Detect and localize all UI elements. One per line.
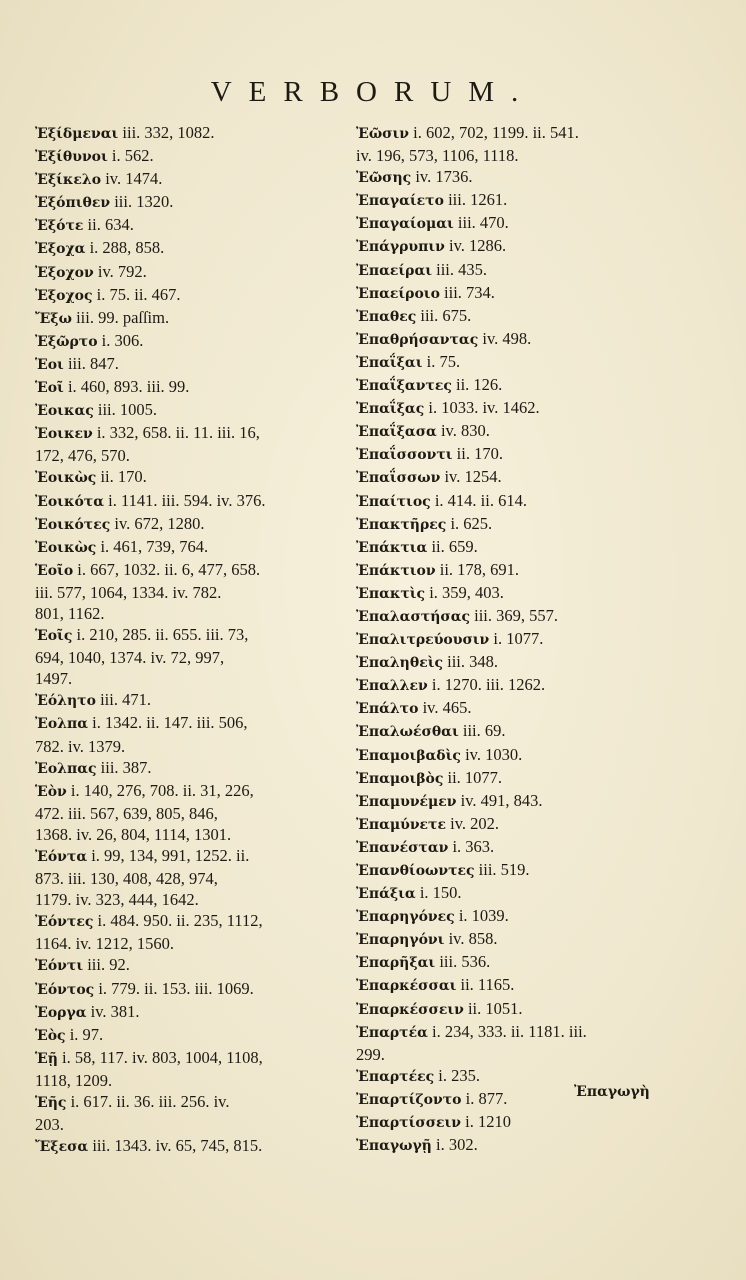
entry-headword: Ἐοικὼς [35, 470, 97, 487]
entry-references: i. 617. ii. 36. iii. 256. iv. [70, 1092, 230, 1112]
index-entry [356, 122, 666, 166]
entry-references-continued: 1497. [35, 669, 73, 689]
index-entry [35, 536, 335, 559]
index-entry [356, 744, 666, 767]
entry-references: ii. 170. [100, 467, 147, 487]
entry-references: iv. 202. [450, 813, 499, 833]
entry-headword: Ἐπαΐξας [356, 401, 425, 418]
entry-references: i. 302. [435, 1135, 478, 1155]
entry-headword: Ἔξω [35, 310, 72, 327]
entry-headword: Ἐξοχος [35, 287, 93, 304]
entry-headword: Ἐοργα [35, 1004, 87, 1021]
entry-references: iii. 348. [447, 652, 499, 672]
index-entry [356, 605, 666, 628]
entry-headword: Ἐξότε [35, 218, 84, 235]
index-column-right [356, 122, 666, 1157]
entry-headword: Ἐόντα [35, 849, 88, 865]
entry-headword: Ἐπαλωέσθαι [356, 724, 459, 741]
entry-references-continued: 694, 1040, 1374. iv. 72, 997, [35, 648, 225, 668]
entry-headword: Ἐπαθρήσαντας [356, 331, 479, 348]
entry-references: ii. 126. [456, 375, 503, 395]
entry-references: i. 210, 285. ii. 655. iii. 73, [76, 625, 249, 645]
entry-headword: Ἐπαγωγῇ [356, 1138, 432, 1155]
entry-headword: Ἐπάκτιον [356, 562, 436, 579]
entry-references: i. 75. [426, 351, 461, 371]
entry-headword: Ἐξίδμεναι [35, 126, 119, 142]
entry-headword: Ἐξίκελο [35, 172, 102, 189]
index-entry [35, 689, 335, 712]
entry-references: i. 140, 276, 708. ii. 31, 226, [70, 780, 254, 800]
index-entry [356, 1021, 666, 1065]
entry-headword: Ἐπαΐξαντες [356, 378, 452, 395]
entry-headword: Ἐπαρῆξαι [356, 955, 436, 972]
entry-headword: Ἐξῶρτο [35, 333, 98, 350]
index-entry [356, 559, 666, 582]
entry-headword: Ἐῶσης [356, 170, 412, 187]
entry-references: i. 332, 658. ii. 11. iii. 16, [96, 423, 260, 443]
entry-headword: Ἑοῖ [35, 380, 64, 397]
index-entry [35, 399, 335, 422]
entry-references: i. 1077. [493, 629, 544, 649]
entry-headword: Ἐπαγαίετο [356, 193, 444, 210]
entry-headword: Ἐπανθίοωντες [356, 863, 475, 879]
entry-headword: Ἐξοχα [35, 241, 86, 258]
entry-references: i. 235. [438, 1065, 480, 1085]
index-entry [35, 168, 335, 191]
index-entry [35, 1047, 335, 1091]
entry-references: i. 288, 858. [89, 238, 165, 258]
catchword: Ἐπαγωγὴ [574, 1084, 650, 1100]
entry-headword: Ἐπαλιτρεύουσιν [356, 632, 490, 649]
index-entry [356, 651, 666, 674]
index-entry [35, 1091, 335, 1135]
entry-headword: Ἐοικότα [35, 493, 104, 510]
entry-references: iii. 1320. [114, 192, 174, 212]
entry-references: i. 359, 403. [429, 582, 504, 602]
index-entry [356, 674, 666, 697]
entry-headword: Ἐπαγαίομαι [356, 216, 454, 233]
entry-headword: Ἐοικας [35, 403, 94, 420]
entry-headword: Ἐπακτῆρες [356, 516, 447, 533]
entry-references-continued: 172, 476, 570. [35, 446, 130, 466]
entry-headword: Ἐπαλαστήσας [356, 608, 470, 625]
entry-headword: Ἑοῖς [35, 628, 73, 645]
index-entry [35, 307, 335, 330]
entry-references: iv. 1736. [415, 167, 473, 187]
entry-references: iii. 1343. iv. 65, 745, 815. [92, 1136, 263, 1156]
index-entry [35, 466, 335, 489]
index-entry [356, 420, 666, 443]
entry-headword: Ἔξεσα [35, 1139, 89, 1156]
entry-headword: Ἐπαμοιβὸς [356, 770, 444, 787]
entry-references: iii. 332, 1082. [122, 123, 215, 142]
index-entry [356, 859, 666, 882]
index-entry [35, 1001, 335, 1024]
index-entry [356, 536, 666, 559]
entry-headword: Ἑὸς [35, 1027, 66, 1044]
entry-references: iv. 858. [448, 929, 498, 949]
entry-references: i. 58, 117. iv. 803, 1004, 1108, [62, 1047, 263, 1067]
entry-references-continued: 1179. iv. 323, 444, 1642. [35, 890, 199, 910]
index-entry [356, 189, 666, 212]
entry-headword: Ἐξίθυνοι [35, 149, 108, 166]
index-entry [35, 1135, 335, 1158]
entry-headword: Ἐόντος [35, 981, 95, 998]
entry-headword: Ἐοικὼς [35, 539, 97, 556]
index-entry [356, 443, 666, 466]
entry-references: iii. 1005. [97, 400, 158, 420]
entry-references: iii. 435. [436, 259, 488, 279]
entry-references: ii. 634. [87, 215, 134, 235]
entry-headword: Ἐπαίτιος [356, 493, 431, 510]
index-entry [356, 882, 666, 905]
entry-references: iv. 1286. [449, 236, 507, 256]
entry-references-continued: 203. [35, 1115, 64, 1135]
index-entry [35, 122, 335, 145]
entry-references: iv. 1030. [465, 744, 523, 764]
entry-headword: Ἐπαρηγόνι [356, 932, 445, 949]
entry-references: i. 1210 [465, 1112, 511, 1132]
entry-references: iv. 381. [90, 1001, 140, 1021]
entry-references: iv. 672, 1280. [114, 513, 205, 533]
index-entry [35, 978, 335, 1001]
entry-headword: Ἐπαθες [356, 308, 417, 325]
entry-references: iii. 847. [67, 353, 119, 373]
entry-references: i. 460, 893. iii. 99. [67, 377, 190, 397]
index-entry [35, 214, 335, 237]
entry-references: iv. 498. [482, 328, 532, 348]
entry-references: i. 562. [111, 146, 154, 166]
entry-references: iii. 369, 557. [474, 605, 559, 625]
entry-headword: Ἐπαρτέες [356, 1068, 435, 1085]
entry-references: i. 1033. iv. 1462. [428, 398, 540, 418]
entry-headword: Ἑοῖο [35, 562, 74, 579]
index-entry [35, 910, 335, 954]
entry-headword: Ἐόλητο [35, 693, 96, 710]
index-entry [356, 974, 666, 997]
index-entry [356, 305, 666, 328]
entry-references: ii. 1077. [447, 767, 503, 787]
entry-headword: Ἐπαμύνετε [356, 816, 446, 833]
entry-headword: Ἐολπας [35, 760, 97, 777]
entry-headword: Ἐπαμυνέμεν [356, 793, 457, 810]
entry-headword: Ἐπαΐξαι [356, 354, 423, 371]
entry-headword: Ἐολπα [35, 716, 89, 733]
page-title: VERBORUM. [210, 76, 536, 108]
entry-headword: Ἐόντες [35, 914, 94, 931]
entry-references: iv. 465. [422, 698, 472, 718]
index-entry [356, 1134, 666, 1157]
index-entry [356, 259, 666, 282]
entry-headword: Ἐπαρτίσσειν [356, 1115, 462, 1132]
index-entry [35, 757, 335, 780]
entry-headword: Ἐπαμοιβαδὶς [356, 747, 461, 764]
index-entry [356, 951, 666, 974]
entry-headword: Ἐοικεν [35, 426, 93, 443]
index-entry [35, 330, 335, 353]
index-entry [356, 813, 666, 836]
entry-references: iii. 471. [100, 690, 151, 710]
entry-headword: Ἐπαΐξασα [356, 424, 437, 441]
index-entry [356, 628, 666, 651]
entry-references: ii. 1051. [467, 998, 523, 1018]
entry-references: i. 150. [419, 883, 462, 903]
index-entry [356, 466, 666, 489]
index-entry [35, 191, 335, 214]
entry-headword: Ἐξοχον [35, 264, 94, 281]
entry-references: i. 877. [465, 1088, 508, 1108]
index-entry [35, 1024, 335, 1047]
entry-references: i. 414. ii. 614. [434, 490, 527, 510]
entry-references: iii. 92. [87, 955, 130, 975]
entry-references: iv. 1254. [444, 467, 502, 487]
index-entry [35, 559, 335, 624]
index-entry [35, 353, 335, 376]
index-entry [356, 282, 666, 305]
entry-references: iv. 1474. [105, 169, 163, 189]
index-entry [35, 284, 335, 307]
entry-references: iii. 387. [100, 757, 152, 777]
entry-references-continued: iv. 196, 573, 1106, 1118. [356, 146, 519, 166]
entry-references: iv. 792. [97, 261, 147, 281]
entry-references: i. 779. ii. 153. iii. 1069. [98, 978, 254, 998]
entry-references-continued: 472. iii. 567, 639, 805, 846, [35, 803, 218, 823]
entry-references: i. 75. ii. 467. [96, 284, 181, 304]
entry-headword: Ἐπάγρυπιν [356, 239, 445, 256]
entry-references-continued: iii. 577, 1064, 1334. iv. 782. [35, 582, 222, 602]
index-entry [35, 513, 335, 536]
entry-references: ii. 659. [431, 536, 478, 556]
entry-references-continued: 782. iv. 1379. [35, 736, 126, 756]
index-entry [356, 235, 666, 258]
entry-references: iii. 675. [420, 305, 472, 325]
entry-references-continued: 1118, 1209. [35, 1070, 113, 1090]
entry-references-continued: 299. [356, 1044, 385, 1064]
index-entry [356, 374, 666, 397]
entry-references-continued: 873. iii. 130, 408, 428, 974, [35, 869, 218, 889]
entry-headword: Ἐπαείροιο [356, 285, 440, 302]
index-entry [35, 237, 335, 260]
entry-headword: Ἐπαληθεὶς [356, 655, 444, 672]
index-entry [356, 720, 666, 743]
entry-references: i. 461, 739, 764. [100, 536, 209, 556]
entry-references: i. 1141. iii. 594. iv. 376. [108, 490, 266, 510]
entry-headword: Ἐπαρκέσσαι [356, 978, 457, 995]
index-column-left [35, 122, 335, 1158]
entry-references: i. 97. [69, 1024, 104, 1044]
index-entry [356, 928, 666, 951]
entry-headword: Ἑὸν [35, 783, 67, 800]
entry-headword: Ἐπανέσταν [356, 839, 449, 856]
entry-headword: Ἐόντι [35, 958, 84, 975]
index-entry [356, 1111, 666, 1134]
entry-references: i. 1342. ii. 147. iii. 506, [92, 713, 248, 733]
index-entry [35, 780, 335, 845]
index-entry [356, 351, 666, 374]
entry-headword: Ἑῇ [35, 1050, 58, 1067]
entry-headword: Ἐπάκτια [356, 539, 428, 556]
entry-headword: Ἐπακτὶς [356, 585, 426, 602]
entry-headword: Ἐπαρτίζοντο [356, 1091, 462, 1108]
entry-headword: Ἐπάξια [356, 886, 416, 903]
entry-references: iii. 99. paſſim. [76, 307, 170, 327]
index-entry [356, 767, 666, 790]
entry-headword: Ἐπαρκέσσειν [356, 1001, 464, 1018]
index-entry [35, 845, 335, 910]
index-entry [35, 376, 335, 399]
index-entry [35, 624, 335, 689]
index-entry [356, 836, 666, 859]
entry-references: i. 602, 702, 1199. ii. 541. [413, 123, 579, 142]
index-entry [35, 422, 335, 466]
index-entry [356, 513, 666, 536]
entry-headword: Ἐπαρτέα [356, 1024, 428, 1041]
index-entry [356, 328, 666, 351]
entry-references: i. 625. [450, 513, 493, 533]
entry-headword: Ἐπάλτο [356, 701, 419, 718]
entry-headword: Ἐοικότες [35, 516, 111, 533]
entry-references: i. 1039. [458, 906, 509, 926]
index-entry [356, 905, 666, 928]
entry-references-continued: 1368. iv. 26, 804, 1114, 1301. [35, 824, 232, 844]
index-entry [35, 145, 335, 168]
index-entry [356, 212, 666, 235]
index-entry [356, 582, 666, 605]
entry-headword: Ἐπαρηγόνες [356, 909, 455, 926]
entry-references: i. 667, 1032. ii. 6, 477, 658. [77, 559, 261, 579]
index-entry [356, 490, 666, 513]
index-entry [35, 261, 335, 284]
index-entry [35, 712, 335, 756]
entry-references-continued: 801, 1162. [35, 603, 105, 623]
entry-references-continued: 1164. iv. 1212, 1560. [35, 934, 175, 954]
entry-headword: Ἐξόπιθεν [35, 195, 111, 212]
index-entry [356, 166, 666, 189]
entry-references: iv. 830. [440, 421, 490, 441]
index-entry [35, 954, 335, 977]
entry-references: iv. 491, 843. [460, 790, 543, 810]
entry-references: iii. 69. [462, 721, 506, 741]
entry-references: i. 363. [452, 836, 495, 856]
entry-references: i. 234, 333. ii. 1181. iii. [432, 1021, 587, 1041]
index-entry [35, 490, 335, 513]
entry-headword: Ἑῆς [35, 1095, 67, 1112]
entry-references: iii. 1261. [448, 190, 508, 210]
entry-headword: Ἐπαΐσσων [356, 470, 441, 487]
index-entry [356, 790, 666, 813]
entry-references: i. 1270. iii. 1262. [431, 675, 546, 695]
entry-references: ii. 1165. [460, 975, 515, 995]
entry-references: iii. 470. [457, 213, 509, 233]
entry-headword: Ἐπαείραι [356, 262, 433, 279]
entry-references: i. 306. [101, 330, 144, 350]
entry-references: iii. 734. [444, 282, 495, 302]
entry-headword: Ἐπαΐσσοντι [356, 447, 453, 464]
entry-references: ii. 170. [456, 444, 503, 464]
entry-references: ii. 178, 691. [439, 559, 520, 579]
entry-headword: Ἐῶσιν [356, 126, 409, 142]
index-entry [356, 998, 666, 1021]
entry-references: iii. 519. [478, 860, 530, 879]
index-entry [356, 697, 666, 720]
index-entry [356, 397, 666, 420]
entry-headword: Ἑοι [35, 356, 64, 373]
entry-references: i. 484. 950. ii. 235, 1112, [97, 911, 263, 931]
entry-references: i. 99, 134, 991, 1252. ii. [91, 846, 250, 865]
entry-references: iii. 536. [439, 952, 491, 972]
entry-headword: Ἐπαλλεν [356, 678, 428, 695]
